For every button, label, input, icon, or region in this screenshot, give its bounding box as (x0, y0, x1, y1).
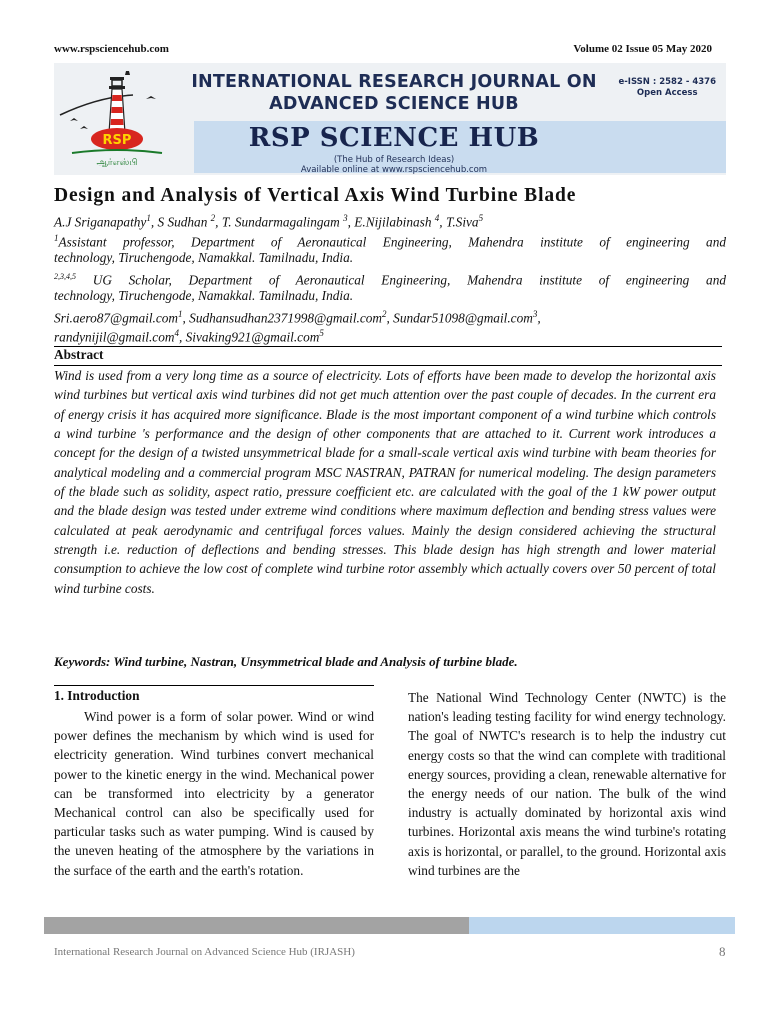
author-sup: 4 (434, 213, 440, 223)
paper-title: Design and Analysis of Vertical Axis Wind Turbine Blade (54, 185, 577, 206)
author-name: , T. Sundarmagalingam (215, 214, 344, 230)
abstract-text: Wind is used from a very long time as a source of electricity. Lots of efforts have been made to develop the horizontal axis wind turbines but vertical axis wind turbines did not get much attention over the past couple of decades. In the current era of energy crisis it has acquired more significance. Blade is the most important component of a wind turbine which controls a wind turbine 's performance and the design of other components that are attached to it. Current work introduces a concept for the design of a twisted unsymmetrical blade for a small-scale vertical axis wind turbine with beam theories for analytical modeling and a commercial program MSC NASTRAN, PATRAN for numerical modeling. The design parameters of the blade such as solidity, aspect ratio, pressure coefficient etc. are calculated with the goal of the 1 kW power output and the blade design was tested under extreme wind conditions where maximum deflection and bending stress values were calculated at peak aerodynamic and centrifugal forces values. Mainly the design considered achieving the structural strength i.e. reduction of deflections and bending stresses. This blade design has high strength and lower material consumption to achieve the low cost of complete wind turbine rotor assembly which actually covers over 50 percent of total wind turbine costs. (54, 368, 716, 596)
affiliation-sup: 2,3,4,5 (54, 272, 76, 281)
author-name: , E.Nijilabinash (347, 214, 435, 230)
affiliation-2-line2: technology, Tiruchengode, Namakkal. Tamilnadu, India. (54, 288, 354, 303)
publisher-name: RSP SCIENCE HUB (248, 123, 540, 153)
email-list-line2 (54, 324, 324, 346)
page-number: 8 (719, 944, 726, 959)
journal-name-line2: ADVANCED SCIENCE HUB (269, 94, 519, 114)
email-sup: 4 (174, 328, 179, 338)
intro-column-left (54, 707, 374, 880)
lighthouse-logo-icon (58, 67, 170, 171)
email-link[interactable]: randynijil@gmail.com (54, 329, 175, 345)
logo-text: RSP (102, 133, 132, 148)
footer-journal-name: International Research Journal on Advanced Science Hub (IRJASH) (54, 946, 355, 958)
email-sup: 2 (382, 309, 387, 319)
issn-number: e-ISSN : 2582 - 4376 (618, 77, 716, 87)
publisher-tagline: (The Hub of Research Ideas) (333, 155, 455, 165)
issn-block (618, 77, 716, 99)
journal-website[interactable]: www.rspsciencehub.com (54, 43, 169, 55)
abstract-body (54, 366, 716, 598)
intro-paragraph: The National Wind Technology Center (NWTC) is the nation's leading testing facility for wind energy technology. The goal of NWTC's research is to help the industry cut energy costs so that the wind can complete with traditional energy sources, providing a clean, renewable alternative for the energy needs of our nation. The bulk of the wind industry is actually dominated by horizontal axis wind turbines. Horizontal axis means the wind turbine's rotating axis is horizontal, or parallel, to the ground. Horizontal axis wind turbines are the (408, 690, 726, 878)
footer-bar-gray (44, 917, 469, 934)
volume-issue: Volume 02 Issue 05 May 2020 (573, 43, 712, 55)
affiliation-1-line2: technology, Tiruchengode, Namakkal. Tamilnadu, India. (54, 250, 354, 265)
publisher-online-url: Available online at www.rspsciencehub.com (300, 165, 488, 175)
author-sup: 3 (343, 213, 348, 223)
keywords: Keywords: Wind turbine, Nastran, Unsymmetrical blade and Analysis of turbine blade. (54, 654, 518, 669)
affiliation-text: Assistant professor, Department of Aeronautical Engineering, Mahendra institute of engineering and (58, 234, 726, 250)
email-link[interactable]: , Sundar51098@gmail.com (386, 310, 533, 326)
intro-rule (54, 685, 374, 686)
open-access-label: Open Access (636, 88, 698, 98)
email-link[interactable]: Sri.aero87@gmail.com (54, 310, 179, 326)
email-sup: 3 (532, 309, 538, 319)
intro-heading: 1. Introduction (54, 688, 140, 703)
intro-paragraph: Wind power is a form of solar power. Wind or wind power defines the mechanism by which wind is used for electricity generation. Wind turbines convert mechanical power to the kinetic energy in the wind. Mechanical power can be transformed into electricity by a generator Mechanical control can also be specifically used for particular tasks such as water pumping. Wind is caused by the uneven heating of the atmosphere by the variations in the surface of the earth and the earth's rotation. (54, 709, 374, 878)
email-sup: 1 (178, 309, 183, 319)
logo-script-text: ஆர்எஸ்பி (96, 158, 138, 168)
intro-column-right (408, 688, 726, 880)
affiliation-sup: 1 (54, 233, 59, 243)
author-sup: 2 (210, 213, 216, 223)
email-link[interactable]: , Sivaking921@gmail.com (178, 329, 320, 345)
email-sup: 5 (319, 328, 324, 338)
email-separator: , (537, 310, 541, 326)
author-sup: 5 (478, 213, 484, 223)
author-sup: 1 (146, 213, 151, 223)
footer-bar-blue (469, 917, 735, 934)
abstract-heading: Abstract (54, 347, 104, 362)
journal-name-line1: INTERNATIONAL RESEARCH JOURNAL ON (191, 72, 597, 92)
author-name: , T.Siva (439, 214, 479, 230)
author-name: , S Sudhan (150, 214, 211, 230)
journal-banner (54, 63, 726, 175)
email-link[interactable]: , Sudhansudhan2371998@gmail.com (182, 310, 383, 326)
author-name: A.J Sriganapathy (54, 214, 147, 230)
affiliation-text: UG Scholar, Department of Aeronautical Engineering, Mahendra institute of engineering and (76, 272, 726, 288)
abstract-top-rule (54, 346, 722, 347)
